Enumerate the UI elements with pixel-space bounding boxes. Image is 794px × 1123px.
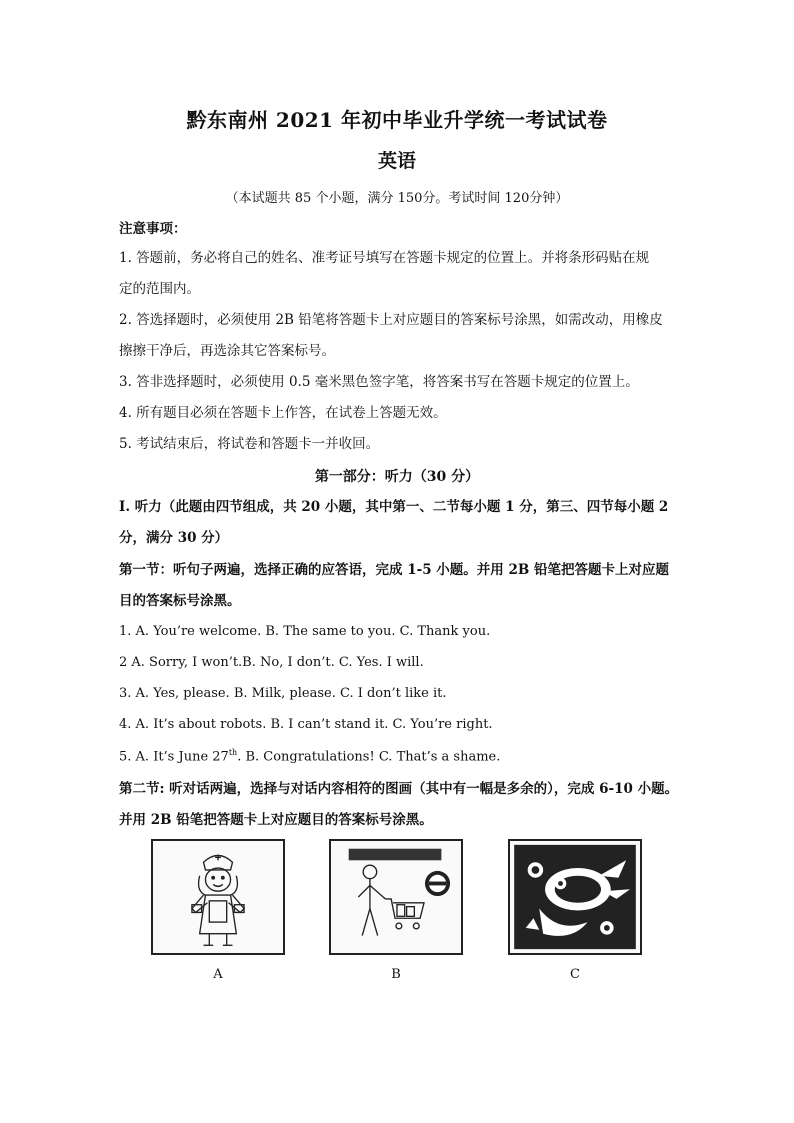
section2-instruction-a: 第二节: 听对话两遍，选择与对话内容相符的图画（其中有一幅是多余的），完成 6-10 小题。 <box>119 781 679 797</box>
part1-intro-a: Ⅰ. 听力（此题由四节组成，共 20 小题，其中第一、二节每小题 1 分，第三、四节每小题 2 <box>119 499 669 515</box>
notice-item-2a: 2. 答选择题时，必须使用 2B 铅笔将答题卡上对应题目的答案标号涂黑，如需改动，用橡皮 <box>119 312 663 328</box>
picture-a <box>151 839 285 955</box>
question-1: 1. A. You’re welcome. B. The same to you. C. Thank you. <box>119 624 491 639</box>
picture-c <box>508 839 642 955</box>
notice-item-2b: 擦擦干净后，再选涂其它答案标号。 <box>119 343 335 359</box>
notice-item-1b: 定的范围内。 <box>119 281 200 297</box>
section2-instruction-b: 并用 2B 铅笔把答题卡上对应题目的答案标号涂黑。 <box>119 812 433 828</box>
exam-note: （本试题共 85 个小题，满分 150分。考试时间 120分钟） <box>225 191 569 206</box>
picture-b-label: B <box>391 967 401 982</box>
section1-instruction-a: 第一节：听句子两遍，选择正确的应答语，完成 1-5 小题。并用 2B 铅笔把答题卡上对应题 <box>119 562 669 578</box>
nurse-illustration <box>153 841 283 953</box>
notice-heading: 注意事项： <box>119 221 187 237</box>
notice-item-5: 5. 考试结束后，将试卷和答题卡一并收回。 <box>119 436 380 452</box>
question-5 <box>119 748 500 764</box>
notice-item-3: 3. 答非选择题时，必须使用 0.5 毫米黑色签字笔，将答案书写在答题卡规定的位置上。 <box>119 374 639 390</box>
exam-subject: 英语 <box>377 150 416 172</box>
picture-b <box>329 839 463 955</box>
section1-instruction-b: 目的答案标号涂黑。 <box>119 593 241 609</box>
question-5-text: 5. A. It’s June 27 <box>119 749 229 765</box>
papercut-bird-illustration <box>510 841 640 953</box>
notice-item-4: 4. 所有题目必须在答题卡上作答，在试卷上答题无效。 <box>119 405 447 421</box>
part1-title: 第一部分：听力（30 分） <box>314 469 480 485</box>
question-2: 2 A. Sorry, I won’t.B. No, I don’t. C. Yes. I will. <box>119 655 424 670</box>
question-4: 4. A. It’s about robots. B. I can’t stand it. C. You’re right. <box>119 717 493 732</box>
exam-title: 黔东南州 2021 年初中毕业升学统一考试试卷 <box>186 108 608 132</box>
picture-c-label: C <box>570 967 580 982</box>
question-3: 3. A. Yes, please. B. Milk, please. C. I don’t like it. <box>119 686 447 701</box>
picture-a-label: A <box>213 967 223 982</box>
notice-item-1a: 1. 答题前，务必将自己的姓名、准考证号填写在答题卡规定的位置上。并将条形码贴在规 <box>119 250 650 266</box>
shopping-illustration <box>331 841 461 953</box>
question-5-rest: . B. Congratulations! C. That’s a shame. <box>237 749 501 765</box>
question-5-sup: th <box>228 748 238 757</box>
part1-intro-b: 分，满分 30 分） <box>119 530 229 546</box>
